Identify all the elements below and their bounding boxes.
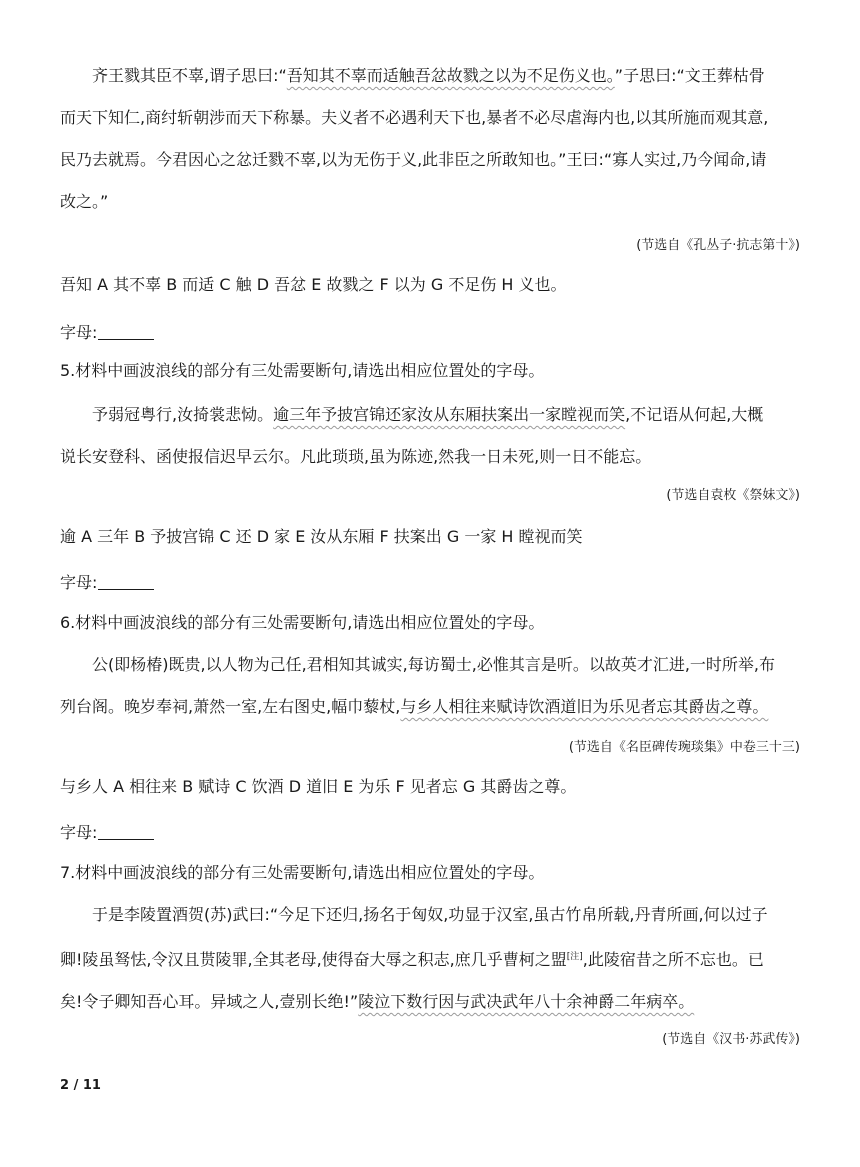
text-segment: 齐王戮其臣不辜,谓子思曰:“ <box>92 66 287 85</box>
passage-1-answer <box>60 322 154 344</box>
question-6-line-2 <box>60 686 804 728</box>
question-7-passage <box>60 894 804 1023</box>
question-5-line-2: 说长安登科、函使报信迟早云尔。凡此琐琐,虽为陈迹,然我一日未死,则一日不能忘。 <box>60 447 652 466</box>
question-6-options: 与乡人 A 相往来 B 赋诗 C 饮酒 D 道旧 E 为乐 F 见者忘 G 其爵齿之尊。 <box>60 777 577 796</box>
passage-1-source: (节选自《孔丛子·抗志第十》) <box>636 238 800 253</box>
wavy-underlined-text: 逾三年予披宫锦还家汝从东厢扶案出一家瞠视而笑 <box>273 405 626 424</box>
passage-1-line-3: 民乃去就焉。今君因心之忿迁戮不辜,以为无伤于义,此非臣之所敢知也。”王曰:“寡人实过,乃今闻命,请 <box>60 150 767 169</box>
question-6-line-1: 公(即杨椿)既贵,以人物为己任,君相知其诚实,每访蜀士,必惟其言是听。以故英才汇进,一时所举,布 <box>92 655 776 674</box>
question-5-options: 逾 A 三年 B 予披宫锦 C 还 D 家 E 汝从东厢 F 扶案出 G 一家 H 瞠视而笑 <box>60 527 583 546</box>
question-5-source: (节选自袁枚《祭妹文》) <box>666 488 800 503</box>
question-7-prompt: 7.材料中画波浪线的部分有三处需要断句,请选出相应位置处的字母。 <box>60 863 545 882</box>
answer-blank[interactable] <box>98 823 154 840</box>
text-segment: 卿!陵虽驽怯,令汉且贳陵罪,全其老母,使得奋大辱之积志,庶几乎曹柯之盟 <box>60 950 567 969</box>
text-segment: 矣!令子卿知吾心耳。异域之人,壹别长绝!” <box>60 992 359 1011</box>
question-7-line-2 <box>60 936 804 981</box>
answer-blank[interactable] <box>98 323 154 340</box>
passage-1-line-1 <box>60 55 804 97</box>
page-number: 2 / 11 <box>60 1078 101 1093</box>
wavy-underlined-text: 与乡人相往来赋诗饮酒道旧为乐见者忘其爵齿之尊。 <box>400 697 769 716</box>
question-6-passage <box>60 644 804 728</box>
passage-1-line-4: 改之。” <box>60 192 109 211</box>
wavy-underlined-text: 陵泣下数行因与武决武年八十余神爵二年病卒。 <box>358 992 695 1011</box>
answer-label: 字母: <box>60 573 98 592</box>
wavy-underlined-text: 吾知其不辜而适触吾忿故戮之以为不足伤义也。 <box>286 66 615 85</box>
text-segment: ”子思曰:“文王葬枯骨 <box>614 66 765 85</box>
passage-1-options: 吾知 A 其不辜 B 而适 C 触 D 吾忿 E 故戮之 F 以为 G 不足伤 H 义也。 <box>60 275 567 294</box>
answer-label: 字母: <box>60 323 98 342</box>
answer-label: 字母: <box>60 823 98 842</box>
answer-blank[interactable] <box>98 573 154 590</box>
question-7-line-3 <box>60 981 804 1023</box>
footnote-marker: [注] <box>566 952 583 962</box>
question-6-answer <box>60 822 154 844</box>
question-7-line-1: 于是李陵置酒贺(苏)武曰:“今足下还归,扬名于匈奴,功显于汉室,虽古竹帛所载,丹青所画,何以过子 <box>92 905 768 924</box>
text-segment: 予弱冠粤行,汝掎裳悲恸。 <box>92 405 274 424</box>
text-segment: ,不记语从何起,大概 <box>625 405 764 424</box>
text-segment: 列台阁。晚岁奉祠,萧然一室,左右图史,幅巾藜杖, <box>60 697 401 716</box>
text-segment: ,此陵宿昔之所不忘也。已 <box>582 950 764 969</box>
question-6-prompt: 6.材料中画波浪线的部分有三处需要断句,请选出相应位置处的字母。 <box>60 613 545 632</box>
passage-1 <box>60 55 804 223</box>
question-5-line-1 <box>60 394 804 436</box>
question-5-answer <box>60 572 154 594</box>
question-7-source: (节选自《汉书·苏武传》) <box>662 1032 800 1047</box>
question-6-source: (节选自《名臣碑传琬琰集》中卷三十三) <box>568 740 800 755</box>
question-5-prompt: 5.材料中画波浪线的部分有三处需要断句,请选出相应位置处的字母。 <box>60 361 545 380</box>
passage-1-line-2: 而天下知仁,商纣斩朝涉而天下称暴。夫义者不必遇利天下也,暴者不必尽虐海内也,以其所施而观其意, <box>60 108 769 127</box>
question-5-passage <box>60 394 804 478</box>
